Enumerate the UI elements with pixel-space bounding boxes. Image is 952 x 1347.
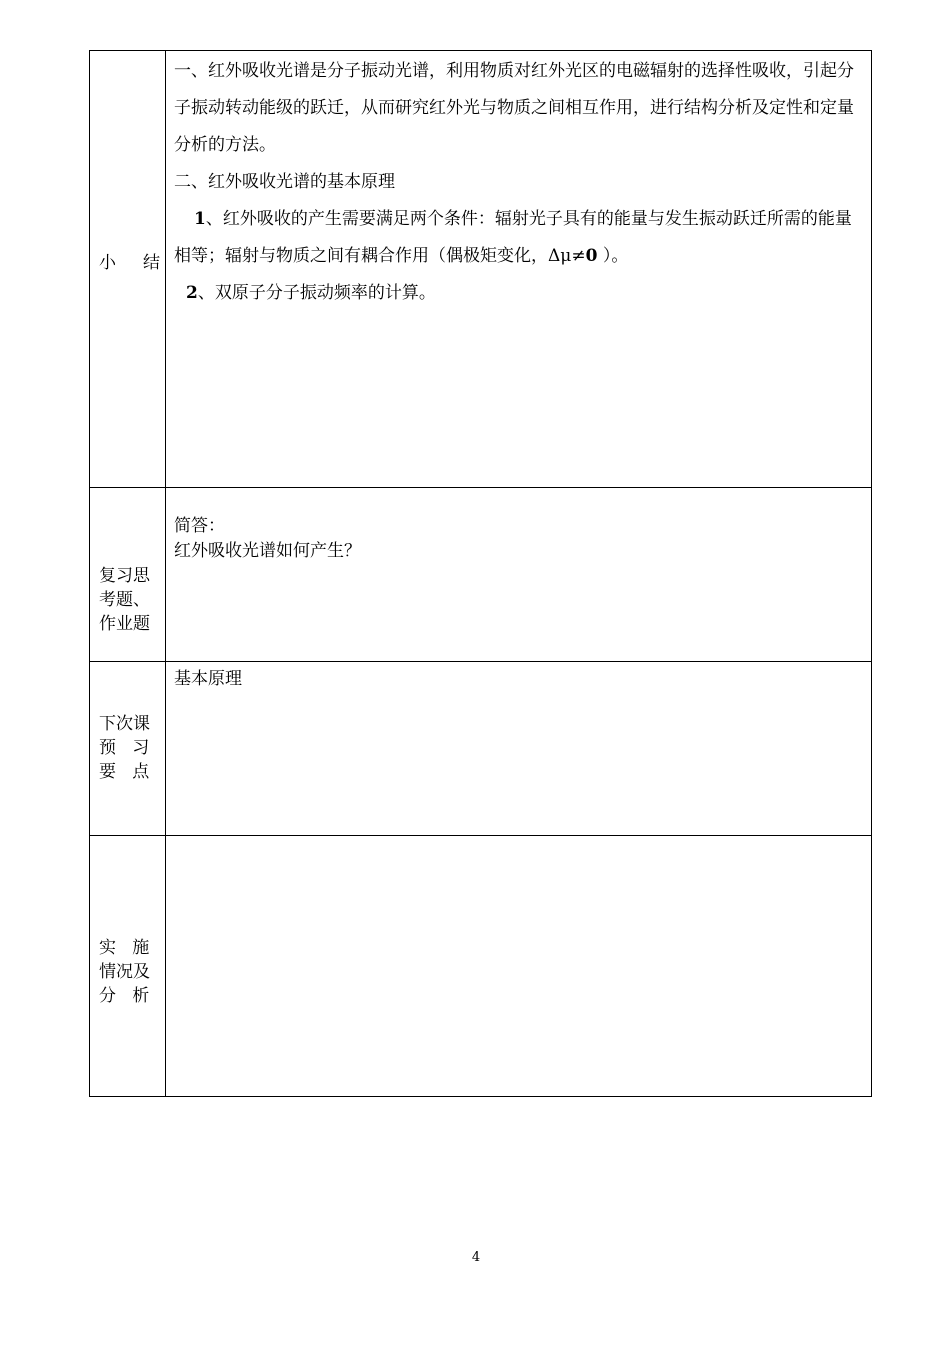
summary-item-2	[174, 275, 863, 312]
preview-label-cell	[90, 662, 166, 835]
summary-label: 小 结	[99, 253, 161, 273]
review-content-cell	[166, 488, 871, 661]
analysis-label: 实 施 情况及 分 析	[99, 938, 150, 1006]
summary-paragraph-2: 二、红外吸收光谱的基本原理	[174, 172, 395, 192]
review-label-cell	[90, 488, 166, 661]
lesson-plan-table	[89, 50, 872, 1097]
review-line-2: 红外吸收光谱如何产生？	[174, 541, 361, 561]
review-row	[90, 487, 871, 661]
analysis-row	[90, 835, 871, 1096]
summary-row	[90, 51, 871, 487]
preview-row	[90, 661, 871, 835]
review-label: 复习思 考题、 作业题	[99, 566, 150, 634]
summary-content-cell	[166, 51, 871, 487]
summary-label-cell	[90, 51, 166, 487]
summary-paragraph-1: 一、红外吸收光谱是分子振动光谱，利用物质对红外光区的电磁辐射的选择性吸收，引起分子振动转动能级的跃迁，从而研究红外光与物质之间相互作用，进行结构分析及定性和定量分析的方法。	[174, 61, 854, 155]
review-line-1: 简答：	[174, 516, 225, 536]
preview-content-cell	[166, 662, 871, 835]
summary-item-1-tail: ）。	[597, 246, 629, 266]
page-number: 4	[471, 1250, 481, 1265]
preview-label: 下次课 预 习 要 点	[99, 714, 150, 782]
preview-text: 基本原理	[174, 669, 242, 689]
summary-item-1-text: 、红外吸收的产生需要满足两个条件：辐射光子具有的能量与发生振动跃迁所需的能量相等；辐射与物质之间有耦合作用（偶极矩变化，Δμ≠	[174, 209, 852, 266]
summary-item-1-number: 1	[194, 209, 206, 229]
analysis-label-cell	[90, 836, 166, 1096]
summary-item-1-zero: 0	[585, 246, 598, 266]
analysis-content-cell	[166, 836, 871, 1096]
summary-item-2-text: 、双原子分子振动频率的计算。	[197, 283, 436, 303]
summary-item-1	[174, 201, 863, 275]
summary-item-2-number: 2	[186, 283, 198, 303]
